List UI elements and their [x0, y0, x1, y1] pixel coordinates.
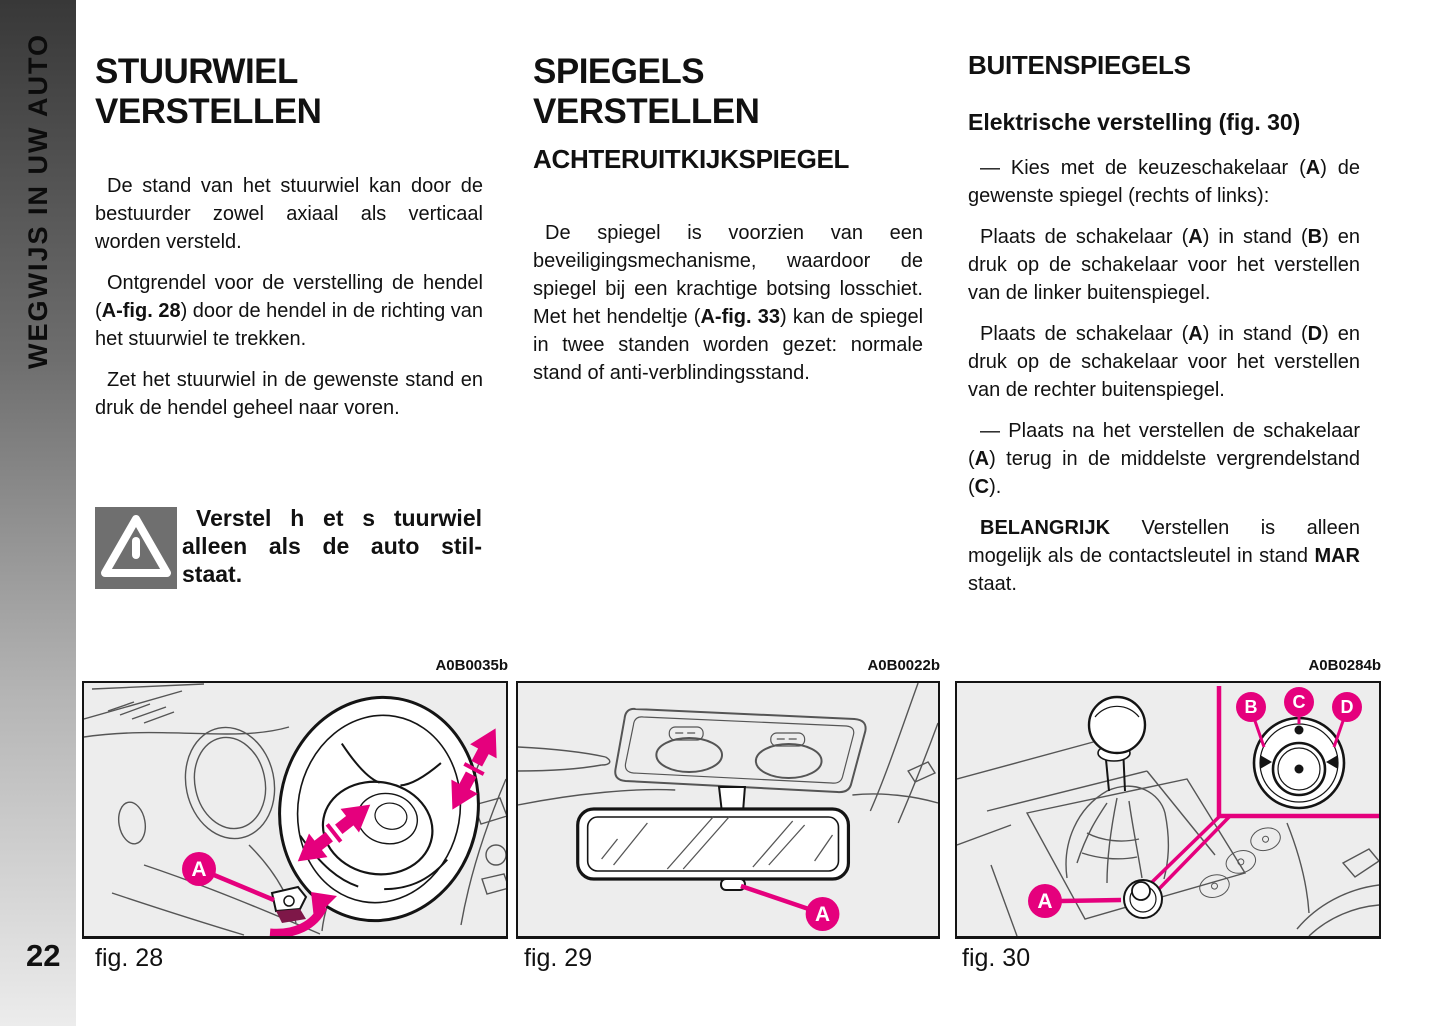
label-a: A — [191, 858, 207, 881]
section-steering-wheel — [95, 52, 483, 435]
chapter-band — [0, 0, 76, 1026]
paragraph: Zet het stuurwiel in de gewenste stand en druk de hendel geheel naar voren. — [95, 369, 483, 419]
figure-28 — [82, 681, 508, 939]
fig29-illustration — [518, 683, 938, 936]
section-exterior-mirrors — [968, 50, 1360, 611]
label-b: B — [1244, 697, 1258, 717]
page-number: 22 — [26, 938, 61, 973]
warning-triangle-icon — [95, 507, 177, 589]
figure-caption-30: fig. 30 — [962, 944, 1031, 972]
figure-30 — [955, 681, 1381, 939]
warning-line: alleen als de auto stil- — [182, 533, 482, 559]
warning-line: staat. — [182, 561, 243, 587]
section-title-steering — [95, 52, 483, 132]
fig30-illustration — [957, 683, 1379, 936]
paragraph: De spiegel is voorzien van een beveiligingsmechanisme, waardoor de spiegel bij een krachtige botsing losschiet. Met het hendeltje (A-fig. 33) kan de spiegel in twee standen worden gezet: normale stand of anti-verblindingsstand. — [533, 222, 924, 384]
fig28-illustration — [84, 683, 506, 936]
paragraph: Plaats de schakelaar (A) in stand (D) en druk op de schakelaar voor het verstellen van de rechter buitenspiegel. — [968, 323, 1361, 401]
section-mirrors — [533, 52, 923, 400]
figure-code-29: A0B0022b — [867, 657, 940, 674]
paragraph: — Kies met de keuzeschakelaar (A) de gewenste spiegel (rechts of links): — [968, 157, 1360, 207]
warning-text — [182, 504, 482, 588]
figure-caption-28: fig. 28 — [95, 944, 164, 972]
label-c: C — [1292, 692, 1306, 712]
label-d: D — [1340, 697, 1354, 717]
position-c-dot — [1295, 726, 1304, 735]
section-title-mirrors: SPIEGELS VERSTELLEN — [533, 52, 760, 131]
paragraph: Ontgrendel voor de verstelling de hendel (A-fig. 28) door de hendel in de richting van het stuurwiel te trekken. — [95, 272, 483, 350]
chapter-label-wrap — [0, 33, 76, 369]
paragraph: De stand van het stuurwiel kan door de bestuurder zowel axiaal als verticaal worden versteld. — [95, 175, 483, 253]
subsection-title-rearview: ACHTERUITKIJKSPIEGEL — [533, 144, 850, 174]
figure-code-30: A0B0284b — [1308, 657, 1381, 674]
title-line-1: STUURWIEL — [95, 52, 298, 91]
label-a: A — [815, 902, 831, 927]
title-line-2: VERSTELLEN — [95, 92, 322, 131]
figure-code-28: A0B0035b — [435, 657, 508, 674]
label-a: A — [1037, 890, 1053, 913]
figure-caption-29: fig. 29 — [524, 944, 593, 972]
section-title-exterior: BUITENSPIEGELS — [968, 50, 1191, 80]
paragraph: BELANGRIJK Verstellen is alleen mogelijk als de contactsleutel in stand MAR staat. — [968, 517, 1360, 595]
switch-center-dot — [1295, 765, 1304, 774]
warning-line: Verstel h et s tuurwiel — [196, 505, 482, 531]
figure-29 — [516, 681, 940, 939]
chapter-label: WEGWIJS IN UW AUTO — [22, 33, 53, 369]
paragraph: — Plaats na het verstellen de schakelaar (A) terug in de middelste vergrendelstand (C). — [968, 420, 1360, 498]
subsection-title-electric: Elektrische verstelling (fig. 30) — [968, 109, 1301, 135]
paragraph: Plaats de schakelaar (A) in stand (B) en druk op de schakelaar voor het verstellen van de linker buitenspiegel. — [968, 226, 1361, 304]
